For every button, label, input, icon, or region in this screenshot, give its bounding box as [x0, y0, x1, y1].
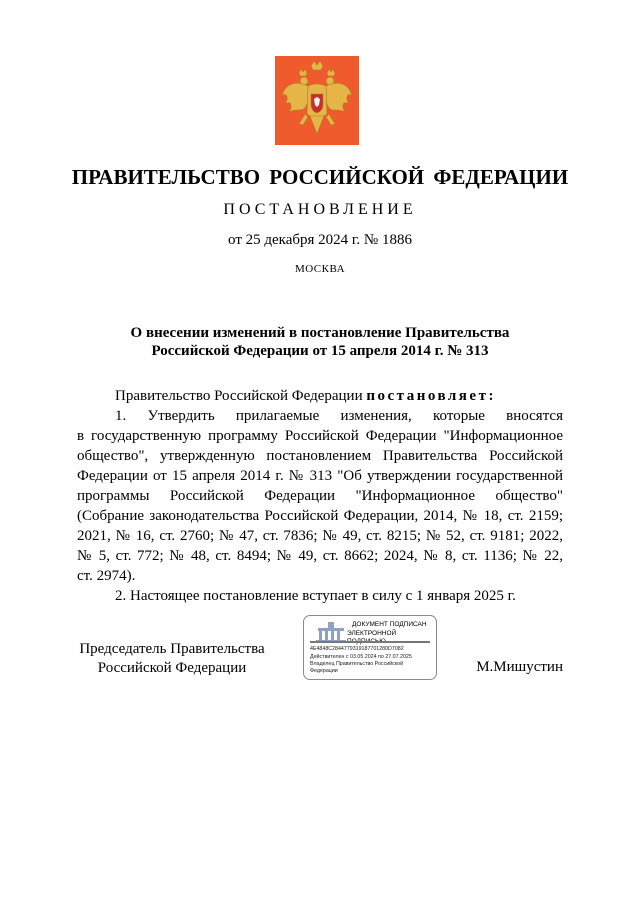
resolves-word: постановляет: — [366, 388, 496, 404]
paragraph-1-line: (Собрание законодательства Российской Федерации, 2014, № 18, ст. 2159; — [77, 508, 563, 524]
paragraph-1-line: 1. Утвердить прилагаемые изменения, которые вносятся — [115, 408, 563, 424]
document-body — [77, 386, 563, 606]
signatory-name: М.Мишустин — [476, 659, 563, 675]
position-line-1: Председатель Правительства — [79, 641, 265, 657]
stamp-certificate: 4E4848C2844779319187701280D7082 — [310, 646, 404, 652]
coat-of-arms-emblem — [275, 56, 359, 145]
government-building-icon — [314, 621, 348, 643]
stamp-title-line-1: ДОКУМЕНТ ПОДПИСАН — [352, 621, 427, 628]
document-date-number: от 25 декабря 2024 г. № 1886 — [228, 232, 412, 248]
heading-line-1: О внесении изменений в постановление Правительства — [130, 325, 510, 341]
paragraph-2: 2. Настоящее постановление вступает в силу с 1 января 2025 г. — [115, 588, 516, 604]
government-title: ПРАВИТЕЛЬСТВО РОССИЙСКОЙ ФЕДЕРАЦИИ — [71, 165, 569, 189]
paragraph-1-line: программы Российской Федерации "Информационное общество" — [77, 488, 563, 504]
document-type: ПОСТАНОВЛЕНИЕ — [223, 201, 417, 218]
heading-line-2: Российской Федерации от 15 апреля 2014 г. № 313 — [151, 343, 489, 359]
stamp-divider — [310, 641, 430, 643]
paragraph-1-line: 2021, № 16, ст. 2760; № 47, ст. 7836; № 49, ст. 8215; № 52, ст. 9181; 2022, — [77, 528, 563, 544]
paragraph-1-line: общество", утвержденную постановлением Правительства Российской — [77, 448, 563, 464]
stamp-validity: Действителен с 03.05.2024 по 27.07.2025 — [310, 654, 412, 660]
document-heading — [80, 324, 560, 360]
stamp-owner-line-1: Владелец Правительство Российской — [310, 661, 404, 667]
paragraph-1-line: Федерации от 15 апреля 2014 г. № 313 "Об утверждении государственной — [77, 468, 563, 484]
intro-text: Правительство Российской Федерации — [115, 388, 367, 404]
double-headed-eagle-icon — [275, 56, 359, 145]
paragraph-1-line: в государственную программу Российской Федерации "Информационное — [77, 428, 563, 444]
electronic-signature-stamp — [303, 615, 437, 680]
paragraph-1-line: № 5, ст. 772; № 48, ст. 8494; № 49, ст. 8662; 2024, № 8, ст. 1136; № 22, — [77, 548, 563, 564]
position-line-2: Российской Федерации — [97, 660, 247, 676]
paragraph-1 — [77, 406, 563, 586]
intro-paragraph — [77, 386, 563, 406]
paragraph-1-line: ст. 2974). — [77, 568, 136, 584]
signatory-position — [77, 640, 267, 678]
stamp-title-line-2: ЭЛЕКТРОННОЙ — [347, 630, 397, 637]
document-city: МОСКВА — [294, 263, 346, 275]
stamp-owner-line-2: Федерации — [310, 668, 338, 674]
